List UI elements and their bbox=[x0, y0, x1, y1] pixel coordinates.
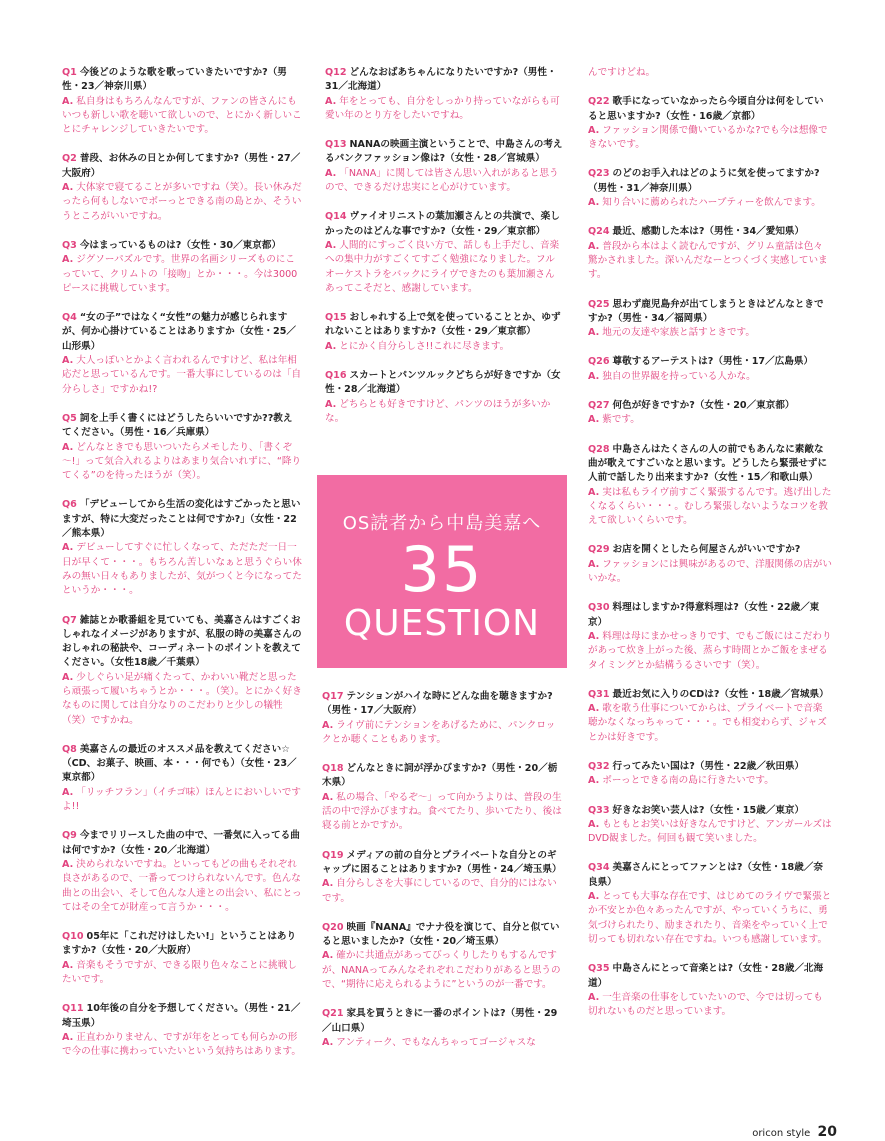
question-text: 最近、感動した本は?（男性・34／愛知県） bbox=[612, 226, 805, 238]
question-number: Q19 bbox=[322, 849, 344, 861]
answer-label: A. bbox=[588, 891, 600, 903]
question-text: 好きなお笑い芸人は?（女性・15歳／東京） bbox=[612, 804, 805, 816]
answer-text: 実は私もライヴ前すごく緊張するんです。逃げ出したくなるくらい・・・。むしろ緊張しないようなコツを教えて欲しいくらいです。 bbox=[588, 486, 832, 527]
question-number: Q21 bbox=[322, 1008, 344, 1020]
question-number: Q8 bbox=[62, 743, 77, 755]
question-number: Q4 bbox=[62, 312, 77, 324]
answer bbox=[588, 774, 832, 788]
question-number: Q34 bbox=[588, 862, 610, 874]
qa-item bbox=[588, 962, 832, 1019]
question-text: メディアの前の自分とプライベートな自分とのギャップに困ることはありますか?（男性・24／埼玉県） bbox=[322, 849, 562, 875]
answer-label: A. bbox=[325, 239, 337, 251]
question-number: Q18 bbox=[322, 763, 344, 775]
question-text: 尊敬するアーテストは?（男性・17／広島県） bbox=[612, 356, 814, 368]
answer-text: 料理は母にまかせっきりです、でもご飯にはこだわりがあって炊き上がった後、蒸らす時間とかご飯をまぜるタイミングとか結構うるさいです（笑）。 bbox=[588, 630, 832, 671]
question-number: Q6 bbox=[62, 499, 77, 511]
qa-item bbox=[588, 399, 832, 428]
answer-text: アンティーク、でもなんちゃってゴージャスな bbox=[336, 1036, 536, 1048]
question-text: 美嘉さんにとってファンとは?（女性・18歳／奈良県） bbox=[588, 862, 823, 888]
question-text: どんなときに詞が浮かびますか?（男性・20／栃木県） bbox=[322, 763, 558, 789]
question-number: Q10 bbox=[62, 931, 84, 943]
question-text: NANAの映画主演ということで、中島さんの考えるパンクファッション像は?（女性・28／宮城県） bbox=[325, 139, 563, 165]
question bbox=[62, 311, 302, 354]
page-footer bbox=[752, 1124, 837, 1140]
qa-item bbox=[62, 498, 302, 598]
answer bbox=[588, 890, 832, 947]
answer-label: A. bbox=[588, 197, 600, 209]
answer bbox=[322, 1036, 562, 1050]
question-text: 家具を買うときに一番のポイントは?（男性・29／山口県） bbox=[322, 1008, 558, 1034]
answer-label: A. bbox=[588, 327, 600, 339]
qa-item bbox=[588, 760, 832, 789]
question-number: Q9 bbox=[62, 830, 77, 842]
question-text: 中島さんはたくさんの人の前でもあんなに素敵な曲が歌えてすごいなと思います。どうしたら緊張せずに人前で話したり出来ますか?（女性・15／和歌山県） bbox=[588, 443, 828, 484]
right-column bbox=[588, 66, 832, 1034]
answer-label: A. bbox=[62, 542, 74, 554]
question bbox=[62, 152, 302, 181]
question-text: 映画『NANA』でナナ役を演じて、自分と似ていると思いましたか?（女性・20／埼玉県） bbox=[322, 921, 560, 948]
question bbox=[322, 1007, 562, 1036]
title-box-number: 35 bbox=[400, 533, 484, 606]
qa-item bbox=[62, 66, 302, 137]
question-number: Q32 bbox=[588, 760, 610, 772]
qa-item bbox=[588, 298, 832, 341]
answer bbox=[588, 240, 832, 283]
answer-text: ファッションには興味があるので、洋服関係の店がいいかな。 bbox=[588, 558, 832, 585]
question-text: 行ってみたい国は?（男性・22歳／秋田県） bbox=[612, 760, 805, 772]
qa-item bbox=[62, 743, 302, 814]
answer-text: 人間的にすっごく良い方で、話しも上手だし、音楽への集中力がすごくてすごく勉強になりました。フルオーケストラをバックにライヴできたのも葉加瀬さんあってこそだと、感謝しています。 bbox=[325, 239, 560, 294]
magazine-name: oricon style bbox=[752, 1128, 811, 1139]
question bbox=[588, 298, 832, 327]
qa-item bbox=[588, 861, 832, 947]
qa-item bbox=[325, 210, 563, 296]
question-number: Q2 bbox=[62, 153, 77, 165]
answer bbox=[62, 541, 302, 598]
question-text: 思わず鹿児島弁が出てしまうときはどんなときですか?（男性・34／福岡県） bbox=[588, 298, 824, 324]
question-text: 「デビューしてから生活の変化はすごかったと思いますが、特に大変だったことは何ですか?」（女性・22／熊本県） bbox=[62, 499, 301, 540]
page-number: 20 bbox=[817, 1124, 837, 1140]
answer-label: A. bbox=[325, 95, 337, 107]
answer-label: A. bbox=[588, 703, 600, 715]
question-number: Q11 bbox=[62, 1003, 84, 1015]
question bbox=[322, 849, 562, 878]
answer-label: A. bbox=[588, 558, 600, 570]
answer bbox=[62, 959, 302, 988]
question-number: Q30 bbox=[588, 602, 610, 614]
answer-label: A. bbox=[588, 414, 600, 426]
answer-text: 大体家で寝てることが多いですね（笑）。長い休みだったら何もしないでボーっとできる南の島とか、そういうところがいいですね。 bbox=[62, 182, 302, 222]
question-text: “女の子”ではなく“女性”の魅力が感じられますが、何か心掛けていることはありますか（女性・25／山形県） bbox=[62, 312, 297, 352]
question-text: 普段、お休みの日とか何してますか?（男性・27／大阪府） bbox=[62, 153, 301, 179]
question bbox=[588, 804, 832, 818]
qa-item bbox=[322, 921, 562, 992]
question-text: 雑誌とか歌番組を見ていても、美嘉さんはすごくおしゃれなイメージがありますが、私服の時の美嘉さんのおしゃれの秘訣や、コーディネートのポイントを教えてください。（女性18歳／千葉県） bbox=[62, 614, 302, 669]
question bbox=[62, 66, 302, 95]
question-number: Q5 bbox=[62, 412, 77, 424]
question-text: 今後どのような歌を歌っていきたいですか?（男性・23／神奈川県） bbox=[62, 67, 287, 93]
question bbox=[62, 498, 302, 541]
answer bbox=[62, 786, 302, 815]
question bbox=[62, 614, 302, 671]
question-number: Q20 bbox=[322, 921, 344, 933]
question-text: 今はまっているものは?（女性・30／東京都） bbox=[79, 239, 282, 251]
answer-text: 地元の友達や家族と話すときです。 bbox=[602, 327, 755, 339]
question-number: Q13 bbox=[325, 139, 347, 151]
question-number: Q31 bbox=[588, 688, 610, 700]
answer-text: 一生音楽の仕事をしていたいので、今では切っても切れないものだと思っています。 bbox=[588, 991, 823, 1018]
answer-text: ボーっとできる南の島に行きたいです。 bbox=[602, 775, 774, 787]
answer-label: A. bbox=[62, 959, 74, 971]
answer-label: A. bbox=[322, 950, 334, 962]
answer-label: A. bbox=[62, 786, 74, 798]
answer-label: A. bbox=[322, 719, 334, 731]
answer bbox=[325, 398, 563, 427]
question-number: Q12 bbox=[325, 67, 347, 78]
question-text: テンションがハイな時にどんな曲を聴きますか?（男性・17／大阪府） bbox=[322, 691, 553, 717]
question bbox=[588, 399, 832, 413]
answer bbox=[588, 818, 832, 847]
answer bbox=[325, 95, 563, 124]
question-text: 05年に「これだけはしたい!」ということはありますか?（女性・20／大阪府） bbox=[62, 931, 297, 957]
answer-label: A. bbox=[322, 878, 334, 890]
answer-text: どちらとも好きですけど、パンツのほうが多いかな。 bbox=[325, 398, 551, 424]
question-number: Q26 bbox=[588, 356, 610, 368]
answer-text: もともとお笑いは好きなんですけど、アンガールズはDVD観ました。何回も観て笑いました。 bbox=[588, 818, 832, 845]
question-text: スカートとパンツルックどちらが好きですか（女性・28／北海道） bbox=[325, 370, 561, 396]
question-text: どんなおばあちゃんになりたいですか?（男性・31／北海道） bbox=[325, 67, 557, 93]
question-text: 10年後の自分を予想してください。（男性・21／埼玉県） bbox=[62, 1003, 301, 1029]
question-text: 詞を上手く書くにはどうしたらいいですか??教えてください。（男性・16／兵庫県） bbox=[62, 412, 293, 439]
question-number: Q7 bbox=[62, 614, 77, 626]
answer bbox=[322, 719, 562, 748]
answer-text: どんなときでも思いついたらメモしたり、「書くぞ～!」って気合入れるよりはあまり気合いれずに、“降りてくる”のを待ったほうが（笑）。 bbox=[62, 441, 302, 482]
answer-text: 音楽もそうですが、できる限り色々なことに挑戦したいです。 bbox=[62, 959, 297, 986]
answer bbox=[325, 167, 563, 196]
answer bbox=[588, 991, 832, 1020]
answer bbox=[588, 486, 832, 529]
qa-item bbox=[588, 601, 832, 672]
answer-text: 正直わかりません、ですが年をとっても何らかの形で今の仕事に携わっていたいという気持ちはあります。 bbox=[62, 1031, 301, 1058]
answer-label: A. bbox=[62, 671, 74, 683]
question-number: Q22 bbox=[588, 96, 610, 108]
answer-text: 紫です。 bbox=[602, 414, 640, 426]
question-text: 今までリリースした曲の中で、一番気に入ってる曲は何ですか?（女性・20／北海道） bbox=[62, 830, 300, 856]
question-text: 最近お気に入りのCDは?（女性・18歳／宮城県） bbox=[612, 688, 829, 700]
answer-label: A. bbox=[588, 630, 600, 642]
question-number: Q25 bbox=[588, 298, 610, 310]
answer bbox=[588, 558, 832, 587]
answer bbox=[588, 326, 832, 340]
question bbox=[325, 138, 563, 167]
answer-text: 私自身はもちろんなんですが、ファンの皆さんにもいつも新しい歌を聴いて欲しいので、とにかく新しいことにチャレンジしていきたいです。 bbox=[62, 95, 302, 136]
question bbox=[588, 601, 832, 630]
question-number: Q27 bbox=[588, 400, 610, 412]
answer-label: A. bbox=[588, 486, 600, 498]
qa-item bbox=[588, 804, 832, 847]
answer-label: A. bbox=[62, 858, 74, 870]
question-number: Q35 bbox=[588, 963, 610, 975]
answer bbox=[62, 253, 302, 296]
answer-text: とっても大事な存在です、はじめてのライヴで緊張とか不安とか色々あったんですが、やっていくうちに、勇気づけられたり、励まされたり、音楽をやっていく上で切っても切れない存在ですね。いつも感謝しています。 bbox=[588, 891, 832, 945]
middle-column-lower bbox=[322, 690, 562, 1065]
answer-label: A. bbox=[62, 254, 74, 266]
qa-item bbox=[62, 311, 302, 397]
qa-item bbox=[62, 930, 302, 987]
qa-item bbox=[325, 138, 563, 195]
question bbox=[588, 760, 832, 774]
qa-item bbox=[62, 829, 302, 915]
question-text: のどのお手入れはどのように気を使ってますか?（男性・31／神奈川県） bbox=[588, 168, 820, 194]
question-text: 何色が好きですか?（女性・20／東京都） bbox=[612, 400, 795, 412]
question bbox=[588, 225, 832, 239]
qa-item bbox=[62, 614, 302, 728]
title-box-subtitle: OS読者から中島美嘉へ bbox=[342, 513, 542, 534]
answer-label: A. bbox=[588, 818, 600, 830]
qa-item bbox=[62, 239, 302, 296]
answer bbox=[62, 441, 302, 484]
answer-label: A. bbox=[588, 775, 600, 787]
qa-item bbox=[588, 95, 832, 152]
qa-item bbox=[588, 543, 832, 586]
left-column bbox=[62, 66, 302, 1075]
question-text: おしゃれする上で気を使っていることとか、ゆずれないことはありますか?（女性・29／東京都） bbox=[325, 312, 561, 338]
qa-item bbox=[62, 1002, 302, 1059]
qa-item bbox=[588, 167, 832, 210]
answer-label: A. bbox=[588, 991, 600, 1003]
answer-label: A. bbox=[588, 124, 600, 136]
answer-text: ライヴ前にテンションをあげるために、パンクロックとか聴くこともあります。 bbox=[322, 719, 556, 745]
qa-item bbox=[588, 225, 832, 282]
qa-item bbox=[322, 849, 562, 906]
middle-column-upper bbox=[325, 66, 563, 441]
answer bbox=[588, 370, 832, 384]
question-number: Q29 bbox=[588, 544, 610, 556]
answer bbox=[322, 791, 562, 834]
answer bbox=[62, 95, 302, 138]
answer-label: A. bbox=[62, 182, 74, 194]
question-text: お店を開くとしたら何屋さんがいいですか? bbox=[612, 544, 801, 556]
answer-text: 独自の世界観を持っている人かな。 bbox=[602, 370, 756, 382]
question bbox=[62, 412, 302, 441]
question-number: Q16 bbox=[325, 370, 347, 382]
answer bbox=[62, 671, 302, 728]
question-number: Q17 bbox=[322, 691, 344, 702]
question bbox=[322, 921, 562, 950]
answer-label: A. bbox=[62, 95, 74, 107]
question-text: 中島さんにとって音楽とは?（女性・28歳／北海道） bbox=[588, 963, 824, 989]
title-box bbox=[317, 475, 567, 668]
question-number: Q15 bbox=[325, 312, 347, 324]
answer-text: ジグソーパズルです。世界の名画シリーズものにこっていて、クリムトの「接吻」とか・・・。今は3000ピースに挑戦しています。 bbox=[62, 254, 298, 294]
question-text: 歌手になっていなかったら今頃自分は何をしていると思いますか?（女性・16歳／京都） bbox=[588, 96, 824, 122]
answer-label: A. bbox=[325, 398, 337, 410]
question bbox=[62, 829, 302, 858]
continued-answer: んですけどね。 bbox=[588, 67, 656, 78]
qa-item bbox=[62, 412, 302, 483]
question bbox=[325, 311, 563, 340]
question-number: Q14 bbox=[325, 211, 347, 223]
question-text: 料理はしますか?得意料理は?（女性・22歳／東京） bbox=[588, 602, 820, 628]
question-number: Q1 bbox=[62, 67, 77, 78]
qa-item bbox=[62, 152, 302, 223]
question bbox=[588, 861, 832, 890]
question bbox=[325, 66, 563, 95]
qa-item bbox=[588, 688, 832, 745]
answer bbox=[588, 124, 832, 153]
answer-label: A. bbox=[325, 167, 337, 179]
question-number: Q24 bbox=[588, 226, 610, 238]
answer-label: A. bbox=[588, 370, 600, 382]
question bbox=[588, 962, 832, 991]
answer bbox=[62, 354, 302, 397]
answer bbox=[62, 858, 302, 915]
question bbox=[588, 543, 832, 557]
answer bbox=[325, 340, 563, 354]
answer-label: A. bbox=[62, 441, 74, 453]
question bbox=[322, 690, 562, 719]
question bbox=[62, 743, 302, 786]
answer-text: 知り合いに薦められたハーブティーを飲んでます。 bbox=[602, 197, 821, 209]
question bbox=[588, 167, 832, 196]
question bbox=[62, 1002, 302, 1031]
question-number: Q33 bbox=[588, 804, 610, 816]
question-text: ヴァイオリニストの葉加瀬さんとの共演で、楽しかったのはどんな事ですか?（女性・29／東京都） bbox=[325, 211, 560, 237]
answer-text: 確かに共通点があってびっくりしたりもするんですが、NANAってみんなそれぞれこだわりがあると思うので、“期待に応えられるように”というのが一番です。 bbox=[322, 950, 561, 991]
question bbox=[588, 443, 832, 486]
question bbox=[325, 369, 563, 398]
answer-text: 大人っぽいとかよく言われるんですけど、私は年相応だと思っているんです。一番大事にしているのは「自分らしさ」ですかね!? bbox=[62, 355, 302, 395]
answer-text: 自分らしさを大事にしているので、自分的にはないです。 bbox=[322, 878, 557, 904]
answer-text: 歌を歌う仕事についてからは、プライベートで音楽聴かなくなっちゃって・・・。でも相変わらず、ジャズとかは好きです。 bbox=[588, 703, 827, 743]
answer-text: デビューしてすぐに忙しくなって、ただただ一日一日が早くて・・・。もちろん苦しいなぁと思うぐらい休みの無い日々もありましたが、気がつくと今になってたというか・・・。 bbox=[62, 542, 302, 597]
answer-label: A. bbox=[588, 240, 600, 252]
answer bbox=[588, 413, 832, 427]
qa-item bbox=[325, 369, 563, 426]
answer-label: A. bbox=[325, 340, 337, 352]
question bbox=[588, 355, 832, 369]
answer-text: ファッション関係で働いているかな?でも今は想像できないです。 bbox=[588, 124, 828, 151]
answer-text: とにかく自分らしさ!!これに尽きます。 bbox=[339, 340, 510, 352]
answer bbox=[588, 702, 832, 745]
answer bbox=[325, 239, 563, 296]
answer-label: A. bbox=[322, 791, 334, 803]
answer-label: A. bbox=[322, 1036, 334, 1048]
title-box-word: QUESTION bbox=[343, 603, 541, 644]
answer bbox=[588, 196, 832, 210]
question bbox=[588, 95, 832, 124]
qa-item bbox=[588, 443, 832, 529]
answer-text: 決められないですね。といってもどの曲もそれぞれ良さがあるので、一番ってつけられないんです。色んな曲との出会い、そして色んな人達との出会い、私にとってはその全てが財産って言うか・・・。 bbox=[62, 858, 302, 913]
answer-text: 年をとっても、自分をしっかり持っていながらも可愛い年のとり方をしたいですね。 bbox=[325, 95, 560, 121]
answer-text: 「リッチフラン」（イチゴ味）ほんとにおいしいですよ!! bbox=[62, 786, 301, 813]
qa-item bbox=[588, 355, 832, 384]
question bbox=[62, 930, 302, 959]
question-text: 美嘉さんの最近のオススメ品を教えてください☆（CD、お菓子、映画、本・・・何でも）（女性・23／東京都） bbox=[62, 743, 297, 784]
question bbox=[325, 210, 563, 239]
answer bbox=[322, 877, 562, 906]
qa-item bbox=[322, 690, 562, 747]
answer-text: 普段から本はよく読むんですが、グリム童話は色々驚かされました。深いんだなーとつくづく実感しています。 bbox=[588, 240, 828, 281]
question bbox=[62, 239, 302, 253]
answer-text: 私の場合、「やるぞ～」って向かうよりは、普段の生活の中で浮かびますね。食べてたり、歩いてたり、後は寝る前とかですか。 bbox=[322, 791, 562, 832]
answer-text: 「NANA」に関しては皆さん思い入れがあると思うので、できるだけ忠実にと心がけています。 bbox=[325, 167, 559, 194]
answer-label: A. bbox=[62, 1031, 74, 1043]
question-number: Q28 bbox=[588, 443, 610, 455]
qa-item bbox=[325, 311, 563, 354]
qa-item bbox=[322, 762, 562, 833]
question bbox=[588, 688, 832, 702]
question bbox=[322, 762, 562, 791]
answer bbox=[322, 949, 562, 992]
answer bbox=[62, 1031, 302, 1060]
qa-item bbox=[322, 1007, 562, 1050]
question-number: Q23 bbox=[588, 168, 610, 180]
answer bbox=[588, 630, 832, 673]
question-number: Q3 bbox=[62, 239, 77, 251]
answer-text: 少しぐらい足が痛くたって、かわいい靴だと思ったら頑張って履いちゃうとか・・・。（笑）。とにかく好きなものに関しては自分なりのこだわりと少しの犠牲（笑）ですかね。 bbox=[62, 671, 302, 726]
answer bbox=[62, 181, 302, 224]
qa-item bbox=[325, 66, 563, 123]
answer-label: A. bbox=[62, 355, 74, 367]
